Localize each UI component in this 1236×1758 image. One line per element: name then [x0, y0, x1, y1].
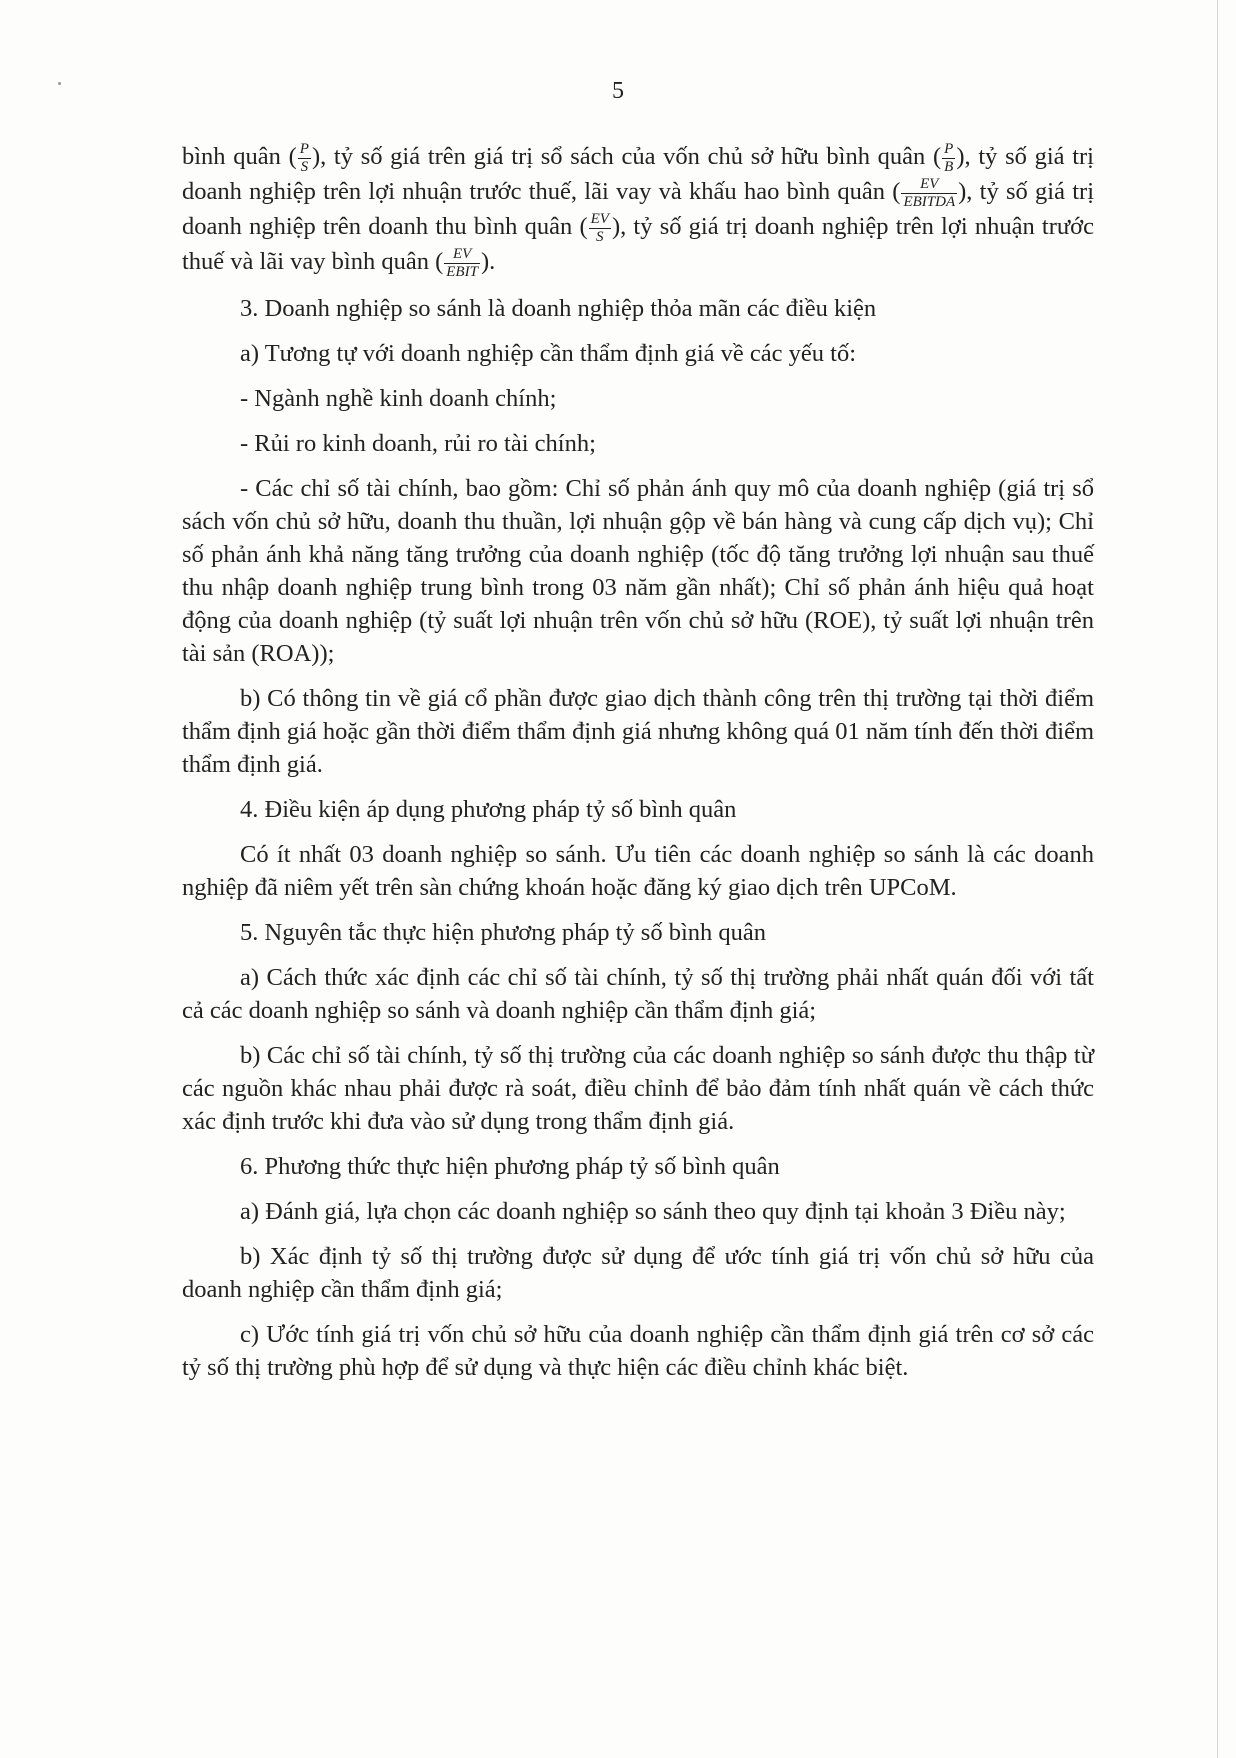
bullet-financial-indicators: - Các chỉ số tài chính, bao gồm: Chỉ số phản ánh quy mô của doanh nghiệp (giá trị sổ sách vốn chủ sở hữu, doanh thu thuần, lợi nhuận gộp về bán hàng và cung cấp dịch vụ); Chỉ số phản ánh khả năng tăng trưởng của doanh nghiệp (tốc độ tăng trưởng lợi nhuận sau thuế thu nhập doanh nghiệp trung bình trong 03 năm gần nhất); Chỉ số phản ánh hiệu quả hoạt động của doanh nghiệp (tỷ suất lợi nhuận trên vốn chủ sở hữu (ROE), tỷ suất lợi nhuận trên tài sản (ROA));: [182, 474, 1094, 667]
fraction-ev-over-s: [589, 212, 611, 245]
fraction-denominator: S: [300, 158, 309, 175]
paragraph-5a: a) Cách thức xác định các chỉ số tài chính, tỷ số thị trường phải nhất quán đối với tất cả các doanh nghiệp so sánh và doanh nghiệp cần thẩm định giá;: [182, 963, 1094, 1024]
fraction-numerator: P: [944, 140, 954, 157]
document-body: [182, 140, 1094, 1396]
heading-clause-4: 4. Điều kiện áp dụng phương pháp tỷ số bình quân: [240, 795, 737, 823]
text-segment: bình quân (: [182, 143, 297, 170]
heading-clause-3: 3. Doanh nghiệp so sánh là doanh nghiệp thỏa mãn các điều kiện: [240, 294, 877, 322]
paragraph-6c: c) Ước tính giá trị vốn chủ sở hữu của doanh nghiệp cần thẩm định giá trên cơ sở các tỷ số thị trường phù hợp để sử dụng và thực hiện các điều chỉnh khác biệt.: [182, 1320, 1094, 1381]
text-segment: ), tỷ số giá trị doanh nghiệp trên lợi nhuận trước thuế và lãi vay bình quân (: [182, 212, 1094, 275]
heading-clause-6: 6. Phương thức thực hiện phương pháp tỷ số bình quân: [240, 1152, 780, 1180]
paragraph-6b: b) Xác định tỷ số thị trường được sử dụng để ước tính giá trị vốn chủ sở hữu của doanh nghiệp cần thẩm định giá;: [182, 1242, 1094, 1303]
heading-clause-5: 5. Nguyên tắc thực hiện phương pháp tỷ số bình quân: [240, 918, 767, 946]
fraction-denominator: B: [944, 158, 954, 175]
fraction-denominator: S: [596, 228, 604, 245]
fraction-numerator: EV: [901, 177, 957, 194]
fraction-numerator: EV: [590, 210, 609, 227]
paragraph-6a: a) Đánh giá, lựa chọn các doanh nghiệp so sánh theo quy định tại khoản 3 Điều này;: [240, 1197, 1066, 1225]
fraction-ev-over-ebitda: [901, 177, 957, 210]
page-number: 5: [612, 78, 624, 104]
paragraph-3b: b) Có thông tin về giá cổ phần được giao dịch thành công trên thị trường tại thời điểm thẩm định giá hoặc gần thời điểm thẩm định giá nhưng không quá 01 năm tính đến thời điểm thẩm định giá.: [182, 684, 1094, 778]
bullet-risk: - Rủi ro kinh doanh, rủi ro tài chính;: [240, 429, 596, 457]
text-segment: ).: [480, 247, 496, 275]
text-segment: ), tỷ số giá trên giá trị sổ sách của vốn chủ sở hữu bình quân (: [311, 143, 942, 170]
fraction-denominator: EBIT: [446, 263, 478, 280]
fraction-p-over-s: [298, 142, 311, 175]
bullet-business-line: - Ngành nghề kinh doanh chính;: [240, 384, 557, 412]
text-segment: ), tỷ số giá trị doanh nghiệp trên doanh thu bình quân (: [182, 177, 1094, 240]
text-segment: ), tỷ số giá trị doanh nghiệp trên lợi nhuận trước thuế, lãi vay và khấu hao bình quân (: [182, 143, 1094, 205]
fraction-ev-over-ebit: [444, 247, 480, 280]
paragraph-5b: b) Các chỉ số tài chính, tỷ số thị trường của các doanh nghiệp so sánh được thu thập từ các nguồn khác nhau phải được rà soát, điều chỉnh để bảo đảm tính nhất quán về cách thức xác định trước khi đưa vào sử dụng trong thẩm định giá.: [182, 1041, 1094, 1135]
fraction-numerator: P: [299, 140, 309, 157]
scan-edge-line: [1217, 0, 1218, 1758]
fraction-denominator: EBITDA: [903, 193, 956, 210]
paragraph-3a: a) Tương tự với doanh nghiệp cần thẩm định giá về các yếu tố:: [240, 339, 857, 367]
fraction-numerator: EV: [444, 247, 480, 264]
paragraph-ratio-definitions: [182, 140, 1094, 280]
fraction-p-over-b: [942, 142, 955, 175]
paragraph-clause-4: Có ít nhất 03 doanh nghiệp so sánh. Ưu tiên các doanh nghiệp so sánh là các doanh nghiệp đã niêm yết trên sàn chứng khoán hoặc đăng ký giao dịch trên UPCoM.: [182, 840, 1094, 901]
